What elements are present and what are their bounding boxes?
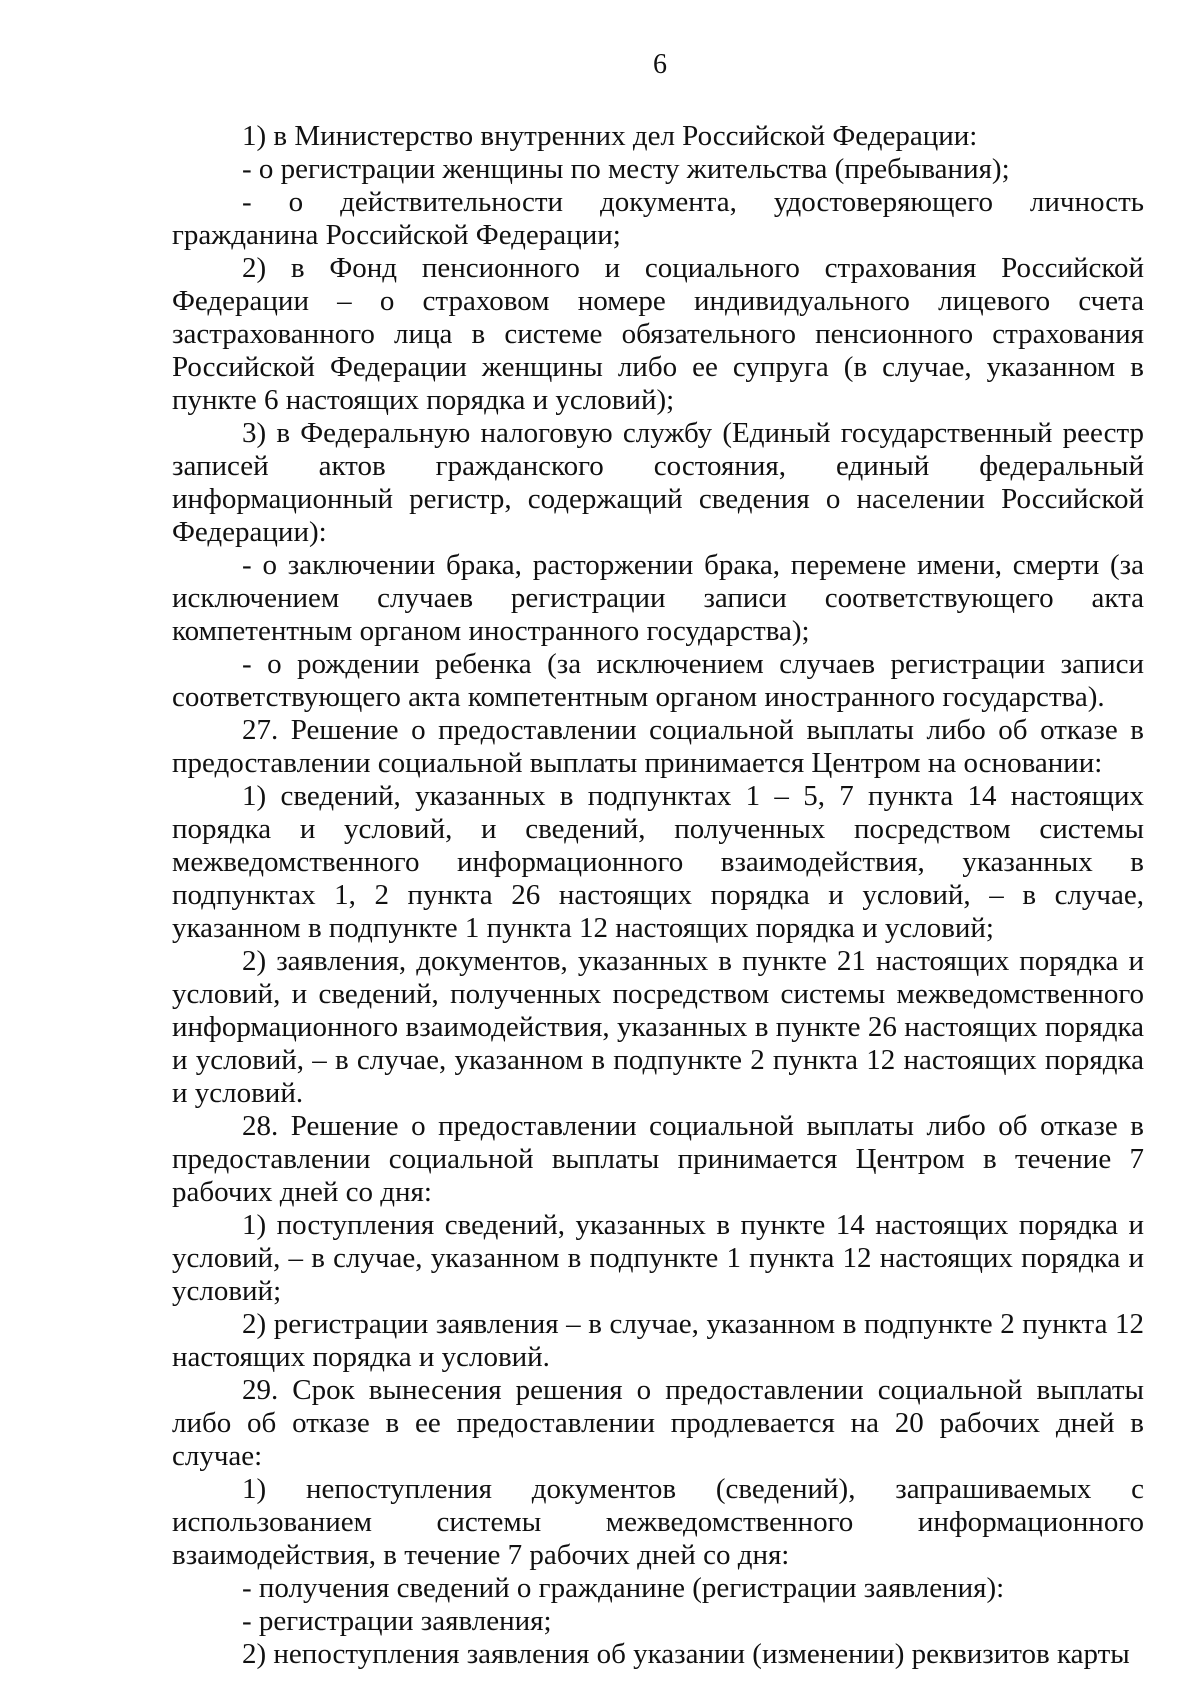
paragraph: 1) поступления сведений, указанных в пункте 14 настоящих порядка и условий, – в случае, указанном в подпункте 1 пункта 12 настоящих порядка и условий; [172, 1209, 1144, 1307]
paragraph: 2) непоступления заявления об указании (изменении) реквизитов карты [242, 1638, 1130, 1670]
document-body [172, 120, 1144, 1671]
paragraph: 1) в Министерство внутренних дел Российской Федерации: [242, 120, 978, 152]
paragraph: - регистрации заявления; [242, 1605, 552, 1637]
paragraph: 1) сведений, указанных в подпунктах 1 – 5, 7 пункта 14 настоящих порядка и условий, и сведений, полученных посредством системы межведомственного информационного взаимодействия, указанных в подпунктах 1, 2 пункта 26 настоящих порядка и условий, – в случае, указанном в подпункте 1 пункта 12 настоящих порядка и условий; [172, 780, 1144, 944]
paragraph: 28. Решение о предоставлении социальной выплаты либо об отказе в предоставлении социальной выплаты принимается Центром в течение 7 рабочих дней со дня: [172, 1110, 1144, 1208]
paragraph: 2) в Фонд пенсионного и социального страхования Российской Федерации – о страховом номере индивидуального лицевого счета застрахованного лица в системе обязательного пенсионного страхования Российской Федерации женщины либо ее супруга (в случае, указанном в пункте 6 настоящих порядка и условий); [172, 252, 1144, 416]
paragraph: - о заключении брака, расторжении брака, перемене имени, смерти (за исключением случаев регистрации записи соответствующего акта компетентным органом иностранного государства); [172, 549, 1144, 647]
paragraph: 1) непоступления документов (сведений), запрашиваемых с использованием системы межведомственного информационного взаимодействия, в течение 7 рабочих дней со дня: [172, 1473, 1144, 1571]
paragraph: - получения сведений о гражданине (регистрации заявления): [242, 1572, 1005, 1604]
paragraph: 27. Решение о предоставлении социальной выплаты либо об отказе в предоставлении социальной выплаты принимается Центром на основании: [172, 714, 1144, 779]
paragraph: 2) регистрации заявления – в случае, указанном в подпункте 2 пункта 12 настоящих порядка и условий. [172, 1308, 1144, 1373]
paragraph: - о рождении ребенка (за исключением случаев регистрации записи соответствующего акта компетентным органом иностранного государства). [172, 648, 1144, 713]
paragraph: - о регистрации женщины по месту жительства (пребывания); [242, 153, 1010, 185]
paragraph: - о действительности документа, удостоверяющего личность гражданина Российской Федерации; [172, 186, 1144, 251]
paragraph: 29. Срок вынесения решения о предоставлении социальной выплаты либо об отказе в ее предоставлении продлевается на 20 рабочих дней в случае: [172, 1374, 1144, 1472]
page-number: 6 [653, 49, 667, 80]
paragraph: 2) заявления, документов, указанных в пункте 21 настоящих порядка и условий, и сведений, полученных посредством системы межведомственного информационного взаимодействия, указанных в пункте 26 настоящих порядка и условий, – в случае, указанном в подпункте 2 пункта 12 настоящих порядка и условий. [172, 945, 1144, 1109]
paragraph: 3) в Федеральную налоговую службу (Единый государственный реестр записей актов гражданского состояния, единый федеральный информационный регистр, содержащий сведения о населении Российской Федерации): [172, 417, 1144, 548]
